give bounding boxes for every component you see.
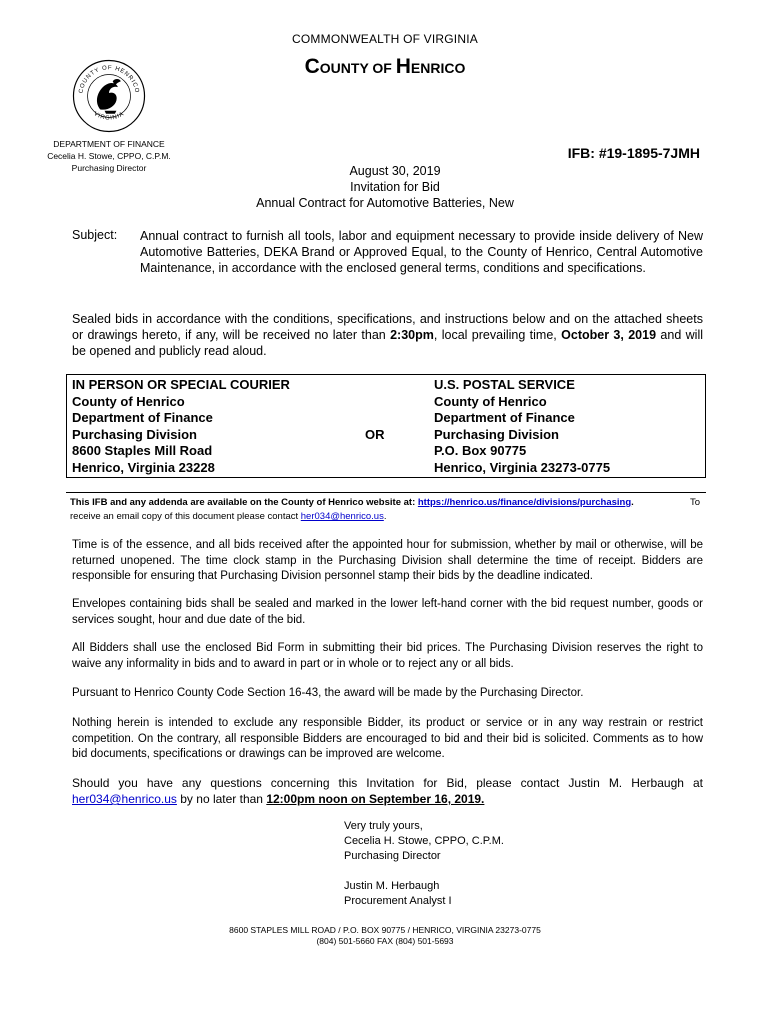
director-name: Cecelia H. Stowe, CPPO, C.P.M. — [47, 151, 171, 161]
analyst-title: Procurement Analyst I — [344, 895, 452, 907]
contact-email-link[interactable]: her034@henrico.us — [300, 511, 384, 522]
address-line: County of Henrico — [72, 393, 185, 409]
subject-text: Annual contract to furnish all tools, labor and equipment necessary to provide inside delivery of New Automotive Batteries, DEKA Brand or Approved Equal, to the County of Henrico, Central Automotive Maintenance, in accordance with the enclosed general terms, conditions and specifications. — [140, 229, 703, 275]
website-notice-text: This IFB and any addenda are available on the County of Henrico website at: — [70, 497, 418, 508]
address-line: Henrico, Virginia 23228 — [72, 459, 215, 475]
henrico-word-rest: ENRICO — [410, 60, 466, 76]
county-initial-h: H — [395, 55, 411, 78]
competition-paragraph: Nothing herein is intended to exclude any responsible Bidder, its product or service or in any way restrain or restrict competition. On the contrary, all responsible Bidders are encouraged to bid and their bid is solicited. Comments as to how bid documents, specifications or drawings can be improved are welcome. — [72, 717, 703, 760]
county-code-paragraph: Pursuant to Henrico County Code Section 16-43, the award will be made by the Purchasing Director. — [72, 687, 584, 699]
address-line: County of Henrico — [434, 393, 547, 409]
website-notice-line-1 — [70, 496, 702, 510]
analyst-name: Justin M. Herbaugh — [344, 880, 440, 892]
subject-label: Subject: — [72, 228, 118, 242]
ifb-number: IFB: #19-1895-7JMH — [567, 145, 700, 161]
county-word-rest: OUNTY OF — [319, 60, 396, 76]
footer-address: 8600 STAPLES MILL ROAD / P.O. BOX 90775 / HENRICO, VIRGINIA 23273-0775 — [229, 925, 541, 935]
signer-title: Purchasing Director — [344, 850, 441, 862]
website-notice-to: To — [689, 497, 700, 508]
commonwealth-heading: COMMONWEALTH OF VIRGINIA — [292, 32, 478, 46]
website-period: . — [631, 497, 634, 508]
address-line: Henrico, Virginia 23273-0775 — [434, 459, 611, 475]
questions-paragraph — [72, 775, 703, 807]
delivery-address-box — [66, 374, 706, 478]
svg-text:COUNTY OF HENRICO: COUNTY OF HENRICO — [78, 65, 140, 94]
document-date: August 30, 2019 — [349, 164, 441, 178]
signer-name: Cecelia H. Stowe, CPPO, C.P.M. — [344, 835, 504, 847]
county-initial-c: C — [304, 55, 320, 78]
address-line: Purchasing Division — [72, 426, 197, 442]
purchasing-website-link[interactable]: https://henrico.us/finance/divisions/purchasing — [417, 497, 632, 508]
department-name: DEPARTMENT OF FINANCE — [53, 139, 165, 149]
address-line: IN PERSON OR SPECIAL COURIER — [72, 377, 290, 392]
closing-salutation: Very truly yours, — [344, 820, 423, 832]
address-line: Department of Finance — [434, 410, 575, 425]
county-seal-logo — [72, 59, 146, 133]
questions-deadline: 12:00pm noon on September 16, 2019. — [266, 792, 485, 806]
director-title: Purchasing Director — [71, 163, 147, 173]
questions-text-1: Should you have any questions concerning this Invitation for Bid, please contact Justin M. Herbaugh at — [72, 776, 703, 790]
address-line: 8600 Staples Mill Road — [72, 443, 213, 458]
email-notice-end: . — [383, 511, 387, 522]
postal-address — [434, 377, 610, 476]
email-notice-text: receive an email copy of this document please contact — [70, 511, 301, 522]
sealed-bids-paragraph — [72, 311, 703, 359]
address-line: Department of Finance — [72, 410, 213, 425]
address-or-separator: OR — [365, 427, 385, 442]
sealed-text-2: , local prevailing time, — [433, 328, 562, 342]
website-notice — [66, 492, 706, 526]
bid-form-paragraph: All Bidders shall use the enclosed Bid Form in submitting their bid prices. The Purchasing Division reserves the right to waive any informality in bids and to award in part or in whole or to reject any or all bids. — [72, 642, 703, 670]
closing-signature — [344, 819, 504, 909]
address-line: U.S. POSTAL SERVICE — [434, 377, 575, 392]
document-title: Annual Contract for Automotive Batteries, New — [256, 196, 514, 210]
envelopes-paragraph: Envelopes containing bids shall be sealed and marked in the lower left-hand corner with the bid request number, goods or services sought, hour and due date of the bid. — [72, 598, 703, 626]
svg-text:VIRGINIA: VIRGINIA — [92, 110, 126, 122]
bid-due-time: 2:30pm — [390, 328, 434, 342]
footer-phone: (804) 501-5660 FAX (804) 501-5693 — [316, 936, 454, 946]
courier-address — [72, 377, 290, 476]
address-line: Purchasing Division — [434, 426, 559, 442]
website-notice-line-2 — [70, 510, 702, 524]
page-footer — [0, 925, 770, 947]
bid-due-date: October 3, 2019 — [561, 328, 657, 342]
address-line: P.O. Box 90775 — [434, 443, 527, 458]
sealed-text-3: and will be opened and publicly read aloud. — [72, 328, 703, 358]
sealed-text-1: Sealed bids in accordance with the conditions, specifications, and instructions below and on the attached sheets or drawings hereto, if any, will be received no later than — [72, 312, 703, 342]
time-of-essence-paragraph: Time is of the essence, and all bids received after the appointed hour for submission, whether by mail or otherwise, will be returned unopened. The time clock stamp in the Purchasing Division shall determine the time of receipt. Bidders are responsible for ensuring that Purchasing Division personnel stamp their bids by the deadline indicated. — [72, 539, 703, 582]
document-type: Invitation for Bid — [350, 180, 440, 194]
questions-email-link[interactable]: her034@henrico.us — [72, 792, 177, 806]
document-heading — [0, 163, 770, 211]
questions-text-2: by no later than — [176, 792, 267, 806]
